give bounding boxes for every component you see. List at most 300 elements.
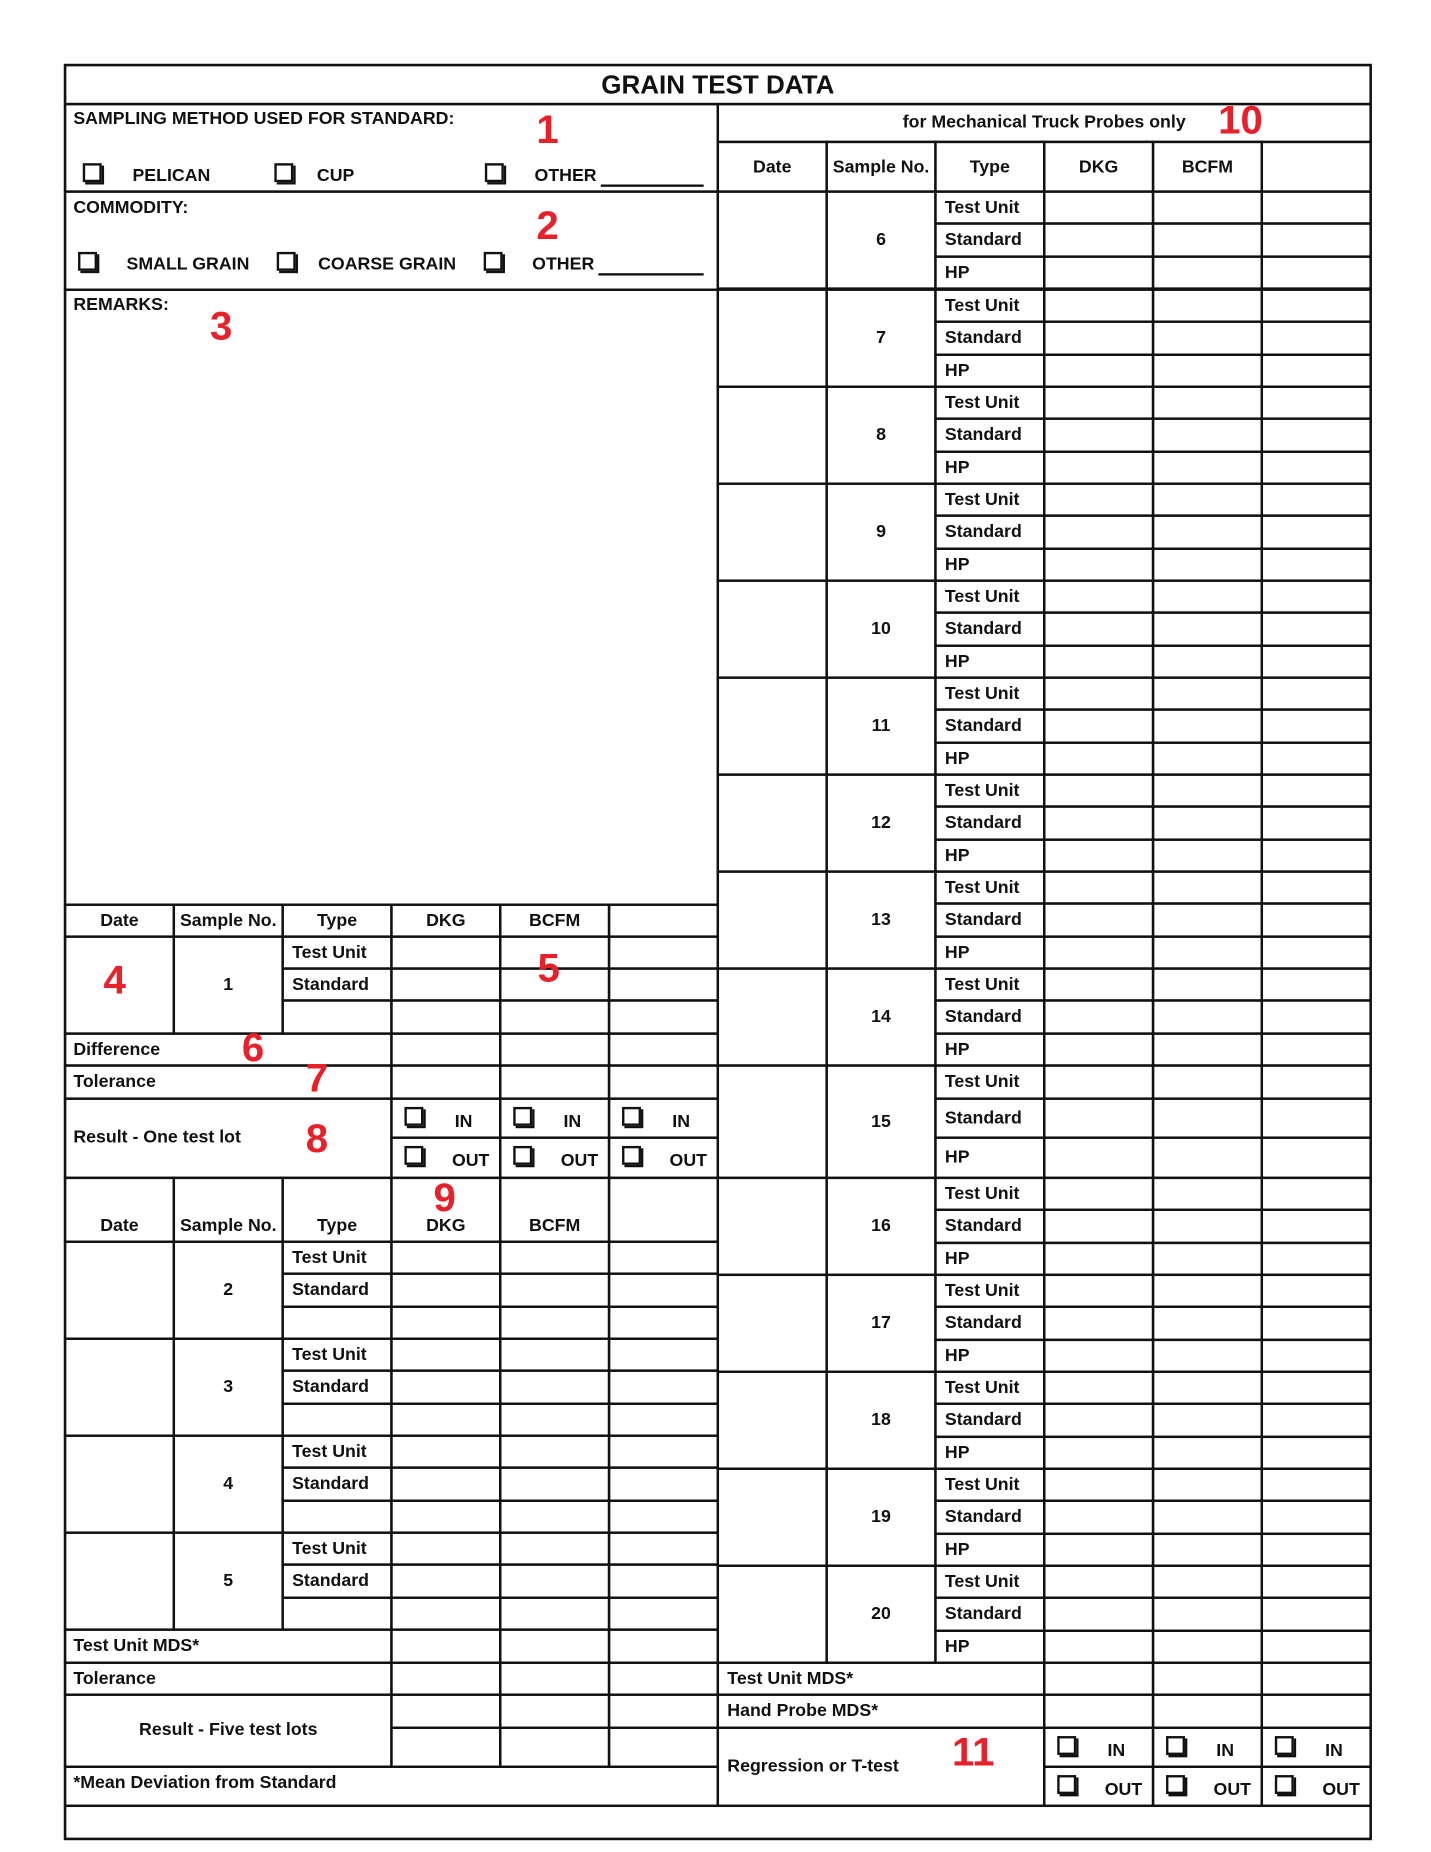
date-cell[interactable]	[717, 1468, 828, 1567]
value-cell[interactable]	[1261, 838, 1372, 872]
value-cell[interactable]	[1043, 1032, 1154, 1066]
value-cell[interactable]	[608, 967, 719, 1001]
value-cell[interactable]	[1043, 1371, 1154, 1405]
type-label: HP	[944, 651, 970, 672]
date-cell[interactable]	[717, 773, 828, 872]
value-cell[interactable]	[390, 1563, 501, 1598]
value-cell[interactable]	[608, 1662, 719, 1696]
value-cell[interactable]	[390, 1241, 501, 1275]
value-cell[interactable]	[1043, 1064, 1154, 1099]
value-cell[interactable]	[499, 1064, 610, 1099]
value-cell[interactable]	[1043, 999, 1154, 1034]
value-cell[interactable]	[1261, 999, 1372, 1034]
date-cell[interactable]	[717, 676, 828, 775]
value-cell[interactable]	[1043, 451, 1154, 485]
value-cell[interactable]	[1261, 1693, 1372, 1728]
value-cell[interactable]	[1261, 676, 1372, 710]
left-lower-header-date: Date	[100, 1215, 139, 1236]
type-label: HP	[944, 1442, 970, 1463]
type-label: Standard	[292, 1473, 369, 1494]
value-cell[interactable]	[1261, 773, 1372, 807]
type-label: HP	[944, 360, 970, 381]
column-header-cell	[608, 904, 719, 938]
value-cell[interactable]	[1152, 773, 1263, 807]
value-cell[interactable]	[1043, 483, 1154, 517]
value-cell[interactable]	[1043, 967, 1154, 1001]
date-cell[interactable]	[717, 190, 828, 289]
annotation-marker: 11	[952, 1730, 995, 1776]
value-cell[interactable]	[608, 935, 719, 969]
value-cell[interactable]	[499, 1531, 610, 1565]
value-cell[interactable]	[1261, 1468, 1372, 1502]
type-label: Test Unit	[944, 196, 1020, 218]
date-cell[interactable]	[64, 1241, 175, 1340]
value-cell[interactable]	[1261, 354, 1372, 388]
result-one-out-checkbox[interactable]	[622, 1146, 641, 1165]
commodity-checkbox-1[interactable]	[277, 252, 296, 271]
value-cell[interactable]	[1261, 741, 1372, 775]
value-cell[interactable]	[1261, 320, 1372, 355]
value-cell[interactable]	[499, 1434, 610, 1468]
value-cell[interactable]	[390, 1434, 501, 1468]
value-cell[interactable]	[1261, 255, 1372, 289]
value-cell[interactable]	[390, 999, 501, 1034]
value-cell[interactable]	[608, 1272, 719, 1307]
value-cell[interactable]	[608, 1597, 719, 1631]
value-cell[interactable]	[1261, 1306, 1372, 1341]
type-label: Standard	[292, 973, 369, 994]
value-cell[interactable]	[1152, 1274, 1263, 1308]
date-cell[interactable]	[717, 289, 828, 388]
type-label: Standard	[944, 1215, 1022, 1236]
value-cell[interactable]	[1152, 611, 1263, 646]
value-cell[interactable]	[1152, 1662, 1263, 1696]
type-label: Test Unit	[944, 392, 1020, 413]
date-cell[interactable]	[717, 967, 828, 1066]
value-cell[interactable]	[1043, 935, 1154, 969]
value-cell[interactable]	[499, 1241, 610, 1275]
value-cell[interactable]	[1152, 902, 1263, 937]
value-cell[interactable]	[1261, 514, 1372, 549]
value-cell[interactable]	[499, 1500, 610, 1534]
value-cell[interactable]	[1043, 1136, 1154, 1179]
value-cell[interactable]	[608, 1466, 719, 1501]
value-cell[interactable]	[1152, 967, 1263, 1001]
value-cell[interactable]	[1152, 935, 1263, 969]
result-five-label: Result - Five test lots	[139, 1719, 318, 1740]
type-label: Test Unit	[292, 1440, 367, 1462]
mean-deviation-footnote: *Mean Deviation from Standard	[73, 1772, 337, 1793]
value-cell[interactable]	[1043, 1533, 1154, 1567]
commodity-checkbox-0[interactable]	[78, 252, 97, 271]
sample-number: 18	[871, 1409, 891, 1430]
value-cell[interactable]	[1152, 676, 1263, 710]
value-cell[interactable]	[1152, 645, 1263, 679]
value-cell[interactable]	[499, 1597, 610, 1631]
value-cell[interactable]	[499, 1628, 610, 1663]
value-cell[interactable]	[390, 1032, 501, 1066]
value-cell[interactable]	[608, 1531, 719, 1565]
value-cell[interactable]	[1261, 1371, 1372, 1405]
value-cell[interactable]	[1152, 1209, 1263, 1244]
value-cell[interactable]	[390, 1466, 501, 1501]
value-cell[interactable]	[1152, 1597, 1263, 1632]
date-cell[interactable]	[64, 1338, 175, 1437]
type-label: HP	[944, 1038, 970, 1060]
type-label: HP	[944, 941, 970, 963]
value-cell[interactable]	[608, 1369, 719, 1404]
value-cell[interactable]	[1152, 1436, 1263, 1470]
result-one-in-checkbox[interactable]	[622, 1106, 641, 1125]
type-label: Standard	[944, 909, 1022, 930]
value-cell[interactable]	[1043, 1693, 1154, 1728]
left-lower-header-bcfm: BCFM	[529, 1215, 581, 1236]
type-label: HP	[944, 1345, 970, 1366]
sampling-checkbox-2[interactable]	[485, 163, 504, 182]
type-label: Standard	[944, 1312, 1022, 1333]
value-cell[interactable]	[1261, 1064, 1372, 1099]
difference-row-label: Difference	[73, 1038, 161, 1060]
value-cell[interactable]	[1261, 1209, 1372, 1244]
value-cell[interactable]	[1261, 1032, 1372, 1066]
sampling-checkbox-0[interactable]	[83, 163, 102, 182]
value-cell[interactable]	[1261, 1136, 1372, 1179]
value-cell[interactable]	[1152, 255, 1263, 289]
value-cell[interactable]	[1043, 1436, 1154, 1470]
value-cell[interactable]	[1152, 1565, 1263, 1599]
sample-number: 7	[876, 327, 886, 348]
date-cell[interactable]	[717, 483, 828, 582]
value-cell[interactable]	[390, 935, 501, 969]
value-cell[interactable]	[1152, 805, 1263, 840]
value-cell[interactable]	[1152, 1371, 1263, 1405]
value-cell[interactable]	[608, 1338, 719, 1372]
date-cell[interactable]	[717, 1274, 828, 1373]
type-label: Standard	[944, 424, 1022, 445]
value-cell[interactable]	[1043, 386, 1154, 420]
value-cell[interactable]	[1152, 1533, 1263, 1567]
value-cell[interactable]	[1043, 1597, 1154, 1632]
result-one-in-checkbox[interactable]	[513, 1106, 532, 1125]
regression-in-checkbox[interactable]	[1166, 1735, 1185, 1754]
value-cell[interactable]	[1043, 741, 1154, 775]
value-cell[interactable]	[608, 1241, 719, 1275]
value-cell[interactable]	[499, 1563, 610, 1598]
value-cell[interactable]	[1261, 417, 1372, 452]
value-cell[interactable]	[1261, 935, 1372, 969]
value-cell[interactable]	[1261, 222, 1372, 257]
value-cell[interactable]	[390, 1369, 501, 1404]
value-cell[interactable]	[1261, 611, 1372, 646]
value-cell[interactable]	[1043, 417, 1154, 452]
value-cell[interactable]	[1261, 483, 1372, 517]
in-label: IN	[672, 1111, 691, 1132]
value-cell[interactable]	[1043, 1177, 1154, 1211]
annotation-marker: 2	[536, 203, 559, 249]
type-label: Test Unit	[944, 1571, 1020, 1592]
value-cell[interactable]	[499, 999, 610, 1034]
value-cell[interactable]	[1152, 708, 1263, 743]
value-cell[interactable]	[499, 1306, 610, 1340]
value-cell[interactable]	[1261, 1597, 1372, 1632]
value-cell[interactable]	[1043, 222, 1154, 257]
value-cell[interactable]	[1261, 805, 1372, 840]
value-cell[interactable]	[1152, 386, 1263, 420]
value-cell[interactable]	[1152, 514, 1263, 549]
value-cell[interactable]	[499, 1662, 610, 1696]
sample-number: 9	[876, 521, 886, 542]
value-cell[interactable]	[1261, 1662, 1372, 1696]
value-cell[interactable]	[608, 1628, 719, 1663]
left-header-type: Type	[316, 910, 358, 931]
value-cell[interactable]	[1261, 386, 1372, 420]
value-cell[interactable]	[1261, 1339, 1372, 1373]
result-one-in-checkbox[interactable]	[404, 1106, 423, 1125]
value-cell[interactable]	[1261, 1403, 1372, 1438]
type-label: Standard	[292, 1279, 369, 1300]
in-label: IN	[563, 1111, 582, 1132]
value-cell[interactable]	[1261, 870, 1372, 904]
value-cell[interactable]	[1152, 1693, 1263, 1728]
value-cell[interactable]	[1261, 645, 1372, 679]
value-cell[interactable]	[608, 1064, 719, 1099]
value-cell[interactable]	[1261, 967, 1372, 1001]
date-cell[interactable]	[717, 1565, 828, 1664]
value-cell[interactable]	[499, 1338, 610, 1372]
value-cell[interactable]	[390, 1064, 501, 1099]
value-cell[interactable]	[390, 1403, 501, 1437]
date-cell[interactable]	[717, 1177, 828, 1276]
value-cell[interactable]	[390, 1272, 501, 1307]
value-cell[interactable]	[1152, 483, 1263, 517]
value-cell[interactable]	[390, 1727, 501, 1768]
value-cell[interactable]	[1261, 451, 1372, 485]
value-cell[interactable]	[1043, 1339, 1154, 1373]
value-cell[interactable]	[1152, 354, 1263, 388]
value-cell[interactable]	[1043, 190, 1154, 224]
value-cell[interactable]	[390, 1531, 501, 1565]
value-cell[interactable]	[1043, 1097, 1154, 1138]
value-cell[interactable]	[1043, 773, 1154, 807]
value-cell[interactable]	[1152, 289, 1263, 323]
value-cell[interactable]	[1043, 1403, 1154, 1438]
type-label: HP	[944, 1248, 970, 1269]
value-cell[interactable]	[1043, 645, 1154, 679]
result-one-out-checkbox[interactable]	[513, 1146, 532, 1165]
value-cell[interactable]	[1043, 611, 1154, 646]
type-label: HP	[944, 844, 970, 866]
sample-number: 1	[223, 974, 234, 995]
value-cell[interactable]	[608, 1306, 719, 1340]
annotation-marker: 6	[241, 1025, 265, 1071]
value-cell[interactable]	[499, 1369, 610, 1404]
value-cell[interactable]	[1043, 838, 1154, 872]
value-cell[interactable]	[1152, 222, 1263, 257]
value-cell[interactable]	[1152, 1177, 1263, 1211]
hand-probe-mds-label: Hand Probe MDS*	[727, 1700, 879, 1721]
value-cell[interactable]	[1043, 805, 1154, 840]
value-cell[interactable]	[1043, 1306, 1154, 1341]
annotation-marker: 7	[305, 1056, 329, 1102]
value-cell[interactable]	[1043, 708, 1154, 743]
value-cell[interactable]	[1261, 1500, 1372, 1535]
type-cell	[281, 1403, 392, 1437]
regression-out-checkbox[interactable]	[1166, 1774, 1185, 1793]
value-cell[interactable]	[499, 1693, 610, 1728]
left-test-unit-mds-row-label: Test Unit MDS*	[73, 1635, 200, 1656]
commodity-checkbox-2[interactable]	[484, 252, 503, 271]
value-cell[interactable]	[390, 1306, 501, 1340]
value-cell[interactable]	[1261, 902, 1372, 937]
value-cell[interactable]	[1261, 1177, 1372, 1211]
type-label: Standard	[944, 1006, 1022, 1027]
regression-in-checkbox[interactable]	[1057, 1735, 1076, 1754]
regression-out-checkbox[interactable]	[1275, 1774, 1294, 1793]
value-cell[interactable]	[499, 1727, 610, 1768]
value-cell[interactable]	[608, 999, 719, 1034]
value-cell[interactable]	[1152, 548, 1263, 582]
value-cell[interactable]	[1152, 1500, 1263, 1535]
value-cell[interactable]	[1152, 1136, 1263, 1179]
value-cell[interactable]	[1152, 1339, 1263, 1373]
value-cell[interactable]	[1043, 1274, 1154, 1308]
value-cell[interactable]	[1261, 1565, 1372, 1599]
value-cell[interactable]	[1261, 548, 1372, 582]
value-cell[interactable]	[499, 1272, 610, 1307]
remarks-area[interactable]	[64, 289, 719, 906]
remarks-label: REMARKS:	[73, 294, 169, 315]
value-cell[interactable]	[1152, 999, 1263, 1034]
date-cell[interactable]	[64, 1531, 175, 1630]
column-header-cell	[1261, 141, 1372, 193]
value-cell[interactable]	[499, 1466, 610, 1501]
value-cell[interactable]	[608, 1434, 719, 1468]
value-cell[interactable]	[1152, 417, 1263, 452]
value-cell[interactable]	[390, 967, 501, 1001]
value-cell[interactable]	[1043, 289, 1154, 323]
value-cell[interactable]	[1152, 1032, 1263, 1066]
value-cell[interactable]	[1043, 514, 1154, 549]
value-cell[interactable]	[390, 1500, 501, 1534]
date-cell[interactable]	[717, 1064, 828, 1179]
value-cell[interactable]	[1261, 289, 1372, 323]
value-cell[interactable]	[1043, 548, 1154, 582]
type-label: Test Unit	[292, 1344, 367, 1365]
value-cell[interactable]	[1152, 1468, 1263, 1502]
value-cell[interactable]	[608, 1563, 719, 1598]
out-label: OUT	[451, 1150, 490, 1171]
value-cell[interactable]	[1152, 190, 1263, 224]
value-cell[interactable]	[1043, 1209, 1154, 1244]
date-cell[interactable]	[717, 870, 828, 969]
in-label: IN	[1216, 1740, 1235, 1761]
regression-in-checkbox[interactable]	[1275, 1735, 1294, 1754]
left-header-sample-no: Sample No.	[179, 910, 277, 931]
value-cell[interactable]	[1043, 870, 1154, 904]
date-cell[interactable]	[717, 1371, 828, 1470]
blank-line[interactable]	[598, 273, 703, 275]
value-cell[interactable]	[1152, 741, 1263, 775]
type-label: Test Unit	[944, 682, 1020, 704]
type-label: HP	[944, 1636, 970, 1657]
value-cell[interactable]	[1152, 870, 1263, 904]
date-cell[interactable]	[717, 386, 828, 485]
value-cell[interactable]	[1261, 708, 1372, 743]
value-cell[interactable]	[1261, 579, 1372, 613]
right-test-unit-mds-label: Test Unit MDS*	[727, 1668, 854, 1689]
value-cell[interactable]	[1152, 1630, 1263, 1664]
value-cell[interactable]	[1043, 1662, 1154, 1696]
value-cell[interactable]	[1261, 1533, 1372, 1567]
type-label: Standard	[944, 327, 1022, 348]
value-cell[interactable]	[1043, 1242, 1154, 1276]
value-cell[interactable]	[1152, 1097, 1263, 1138]
value-cell[interactable]	[1261, 1274, 1372, 1308]
value-cell[interactable]	[1043, 1468, 1154, 1502]
regression-label: Regression or T-test	[727, 1756, 899, 1777]
left-lower-header-sample-no: Sample No.	[179, 1215, 277, 1236]
value-cell[interactable]	[1261, 1630, 1372, 1664]
value-cell[interactable]	[1152, 1403, 1263, 1438]
sample-number: 8	[876, 424, 886, 445]
value-cell[interactable]	[1152, 1306, 1263, 1341]
value-cell[interactable]	[1152, 1242, 1263, 1276]
value-cell[interactable]	[1261, 190, 1372, 224]
blank-line[interactable]	[601, 184, 704, 186]
value-cell[interactable]	[608, 1032, 719, 1066]
sampling-option-label: CUP	[316, 165, 355, 186]
value-cell[interactable]	[608, 1403, 719, 1437]
value-cell[interactable]	[1152, 451, 1263, 485]
sampling-checkbox-1[interactable]	[274, 163, 293, 182]
value-cell[interactable]	[608, 1500, 719, 1534]
value-cell[interactable]	[608, 1727, 719, 1768]
left-lower-header-dkg: DKG	[426, 1215, 466, 1236]
value-cell[interactable]	[499, 1403, 610, 1437]
value-cell[interactable]	[1261, 1242, 1372, 1276]
value-cell[interactable]	[1043, 1565, 1154, 1599]
value-cell[interactable]	[1043, 579, 1154, 613]
date-cell[interactable]	[717, 579, 828, 678]
regression-out-checkbox[interactable]	[1057, 1774, 1076, 1793]
value-cell[interactable]	[1043, 1500, 1154, 1535]
value-cell[interactable]	[1043, 1630, 1154, 1664]
value-cell[interactable]	[608, 1693, 719, 1728]
right-header-dkg: DKG	[1078, 157, 1119, 178]
value-cell[interactable]	[1261, 1097, 1372, 1138]
type-label: Test Unit	[292, 1247, 367, 1268]
value-cell[interactable]	[390, 1338, 501, 1372]
value-cell[interactable]	[390, 1693, 501, 1728]
value-cell[interactable]	[1043, 902, 1154, 937]
date-cell[interactable]	[64, 1434, 175, 1533]
value-cell[interactable]	[1152, 579, 1263, 613]
value-cell[interactable]	[390, 1597, 501, 1631]
value-cell[interactable]	[1152, 320, 1263, 355]
result-one-out-checkbox[interactable]	[404, 1146, 423, 1165]
value-cell[interactable]	[1043, 320, 1154, 355]
annotation-marker: 9	[433, 1175, 456, 1221]
value-cell[interactable]	[1043, 676, 1154, 710]
value-cell[interactable]	[1261, 1436, 1372, 1470]
value-cell[interactable]	[1043, 255, 1154, 289]
value-cell[interactable]	[1152, 1064, 1263, 1099]
value-cell[interactable]	[390, 1628, 501, 1663]
value-cell[interactable]	[1043, 354, 1154, 388]
value-cell[interactable]	[499, 1032, 610, 1066]
value-cell[interactable]	[1152, 838, 1263, 872]
value-cell[interactable]	[390, 1662, 501, 1696]
